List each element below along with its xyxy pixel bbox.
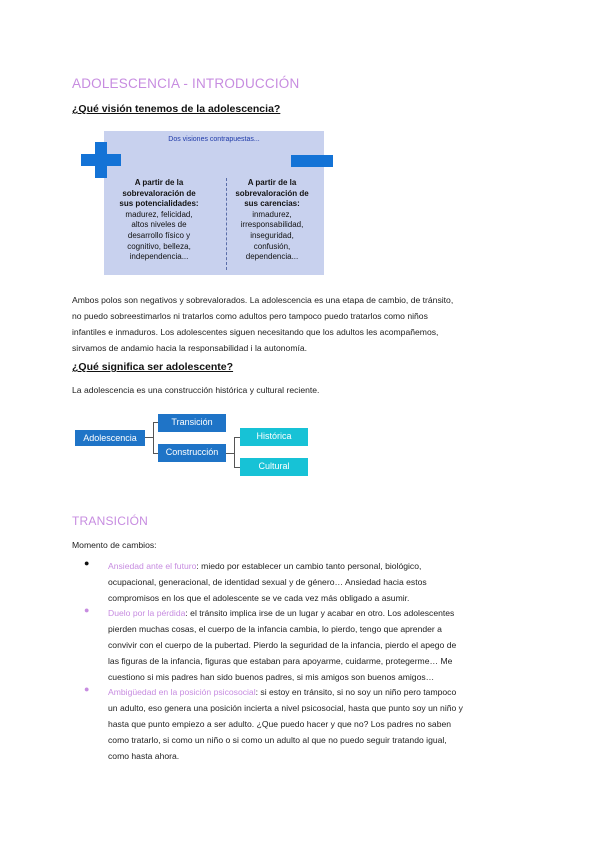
list-item-line: ocupacional, generacional, de identidad sexual y de género… Ansiedad hacia estos: [108, 577, 427, 587]
connector: [145, 437, 153, 438]
connector: [153, 422, 154, 454]
negative-view-item: confusión,: [253, 241, 291, 251]
list-item-term: Ambigüedad en la posición psicosocial: [108, 687, 256, 697]
bullet-icon: ●: [84, 605, 90, 615]
section-heading-vision: ¿Qué visión tenemos de la adolescencia?: [72, 103, 281, 115]
list-item-line: como hasta ahora.: [108, 751, 180, 761]
list-item-text: [108, 605, 552, 685]
negative-view-column: [225, 178, 319, 263]
concept-root: Adolescencia: [75, 430, 145, 446]
meaning-intro: La adolescencia es una construcción histórica y cultural reciente.: [72, 385, 320, 395]
list-item-line: convivir con el cuerpo de la pubertad. Pierdo la seguridad de la infancia, pierdo el apego de: [108, 640, 457, 650]
list-item-line: pierden muchas cosas, el cuerpo de la infancia cambia, lo pierdo, tengo que aprender a: [108, 624, 442, 634]
concept-construccion: Construcción: [158, 444, 226, 462]
list-item-text: [108, 558, 552, 606]
bullet-icon: ●: [84, 558, 90, 568]
list-item-line: las figuras de la infancia, figuras que estaban para apoyarme, cuidarme, protegerme… Me: [108, 656, 453, 666]
page-title: ADOLESCENCIA - INTRODUCCIÓN: [72, 76, 300, 91]
list-item-rest: : el tránsito implica irse de un lugar y acabar en otro. Los adolescentes: [185, 608, 455, 618]
plus-icon-bar: [81, 154, 121, 166]
paragraph-line: sirvamos de andamio hacia la responsabilidad i la autonomía.: [72, 343, 308, 353]
concept-historica: Histórica: [240, 428, 308, 446]
negative-view-item: inseguridad,: [250, 230, 294, 240]
negative-view-item: irresponsabilidad,: [240, 220, 304, 230]
list-item-rest: : miedo por establecer un cambio tanto personal, biológico,: [196, 561, 422, 571]
list-item-term: Ansiedad ante el futuro: [108, 561, 197, 571]
positive-view-item: desarrollo físico y: [127, 230, 191, 240]
bullet-icon: ●: [84, 684, 90, 694]
section-heading-transicion: TRANSICIÓN: [72, 514, 149, 528]
paragraph-line: Ambos polos son negativos y sobrevalorados. La adolescencia es una etapa de cambio, de tránsito,: [72, 295, 454, 305]
section-heading-meaning: ¿Qué significa ser adolescente?: [72, 361, 234, 373]
list-item-term: Duelo por la pérdida: [108, 608, 186, 618]
list-item-text: [108, 684, 552, 764]
connector: [234, 437, 235, 468]
positive-view-heading-2: sobrevaloración de: [122, 188, 196, 198]
paragraph-line: infantiles e inmaduros. Los adolescentes siguen necesitando que los adultos les acompañemos,: [72, 327, 439, 337]
negative-view-item: dependencia...: [245, 252, 299, 262]
concept-transicion: Transición: [158, 414, 226, 432]
positive-view-column: [112, 178, 206, 263]
list-item-line: un adulto, eso genera una posición incierta a nivel psicosocial, hasta que punto soy un niño y: [108, 703, 463, 713]
positive-view-item: independencia...: [129, 252, 189, 262]
positive-view-heading-3: sus potencialidades:: [119, 199, 199, 209]
list-item-line: hasta que punto empiezo a ser adulto. ¿Que puedo hacer y que no? Los padres no saben: [108, 719, 452, 729]
concept-cultural: Cultural: [240, 458, 308, 476]
paragraph-line: no puedo sobreestimarlos ni tratarlos como adultos pero tampoco puedo tratarlos como niños: [72, 311, 428, 321]
list-item-line: cuestiono si mis padres han sido buenos padres, si mis amigos son buenos amigos…: [108, 672, 435, 682]
positive-view-item: madurez, felicidad,: [125, 209, 193, 219]
negative-view-heading-1: A partir de la: [247, 178, 297, 187]
positive-view-item: cognitivo, belleza,: [127, 241, 191, 251]
negative-view-heading-3: sus carencias:: [244, 199, 300, 209]
negative-view-item: inmadurez,: [252, 209, 292, 219]
list-item-line: compromisos en los que el adolescente se ve cada vez más obligado a asumir.: [108, 593, 410, 603]
list-item-rest: : si estoy en tránsito, si no soy un niño pero tampoco: [255, 687, 457, 697]
positive-view-item: altos niveles de: [131, 220, 187, 230]
visions-diagram-title: Dos visiones contrapuestas...: [168, 136, 260, 143]
vision-paragraph: [72, 292, 532, 356]
connector: [226, 453, 234, 454]
minus-icon: [291, 155, 333, 167]
list-item-line: como tratarlo, si como un niño o si como un adulto al que no puedo seguir tratando igual,: [108, 735, 447, 745]
negative-view-heading-2: sobrevaloración de: [235, 188, 309, 198]
positive-view-heading-1: A partir de la: [134, 178, 184, 187]
transicion-intro: Momento de cambios:: [72, 540, 157, 550]
